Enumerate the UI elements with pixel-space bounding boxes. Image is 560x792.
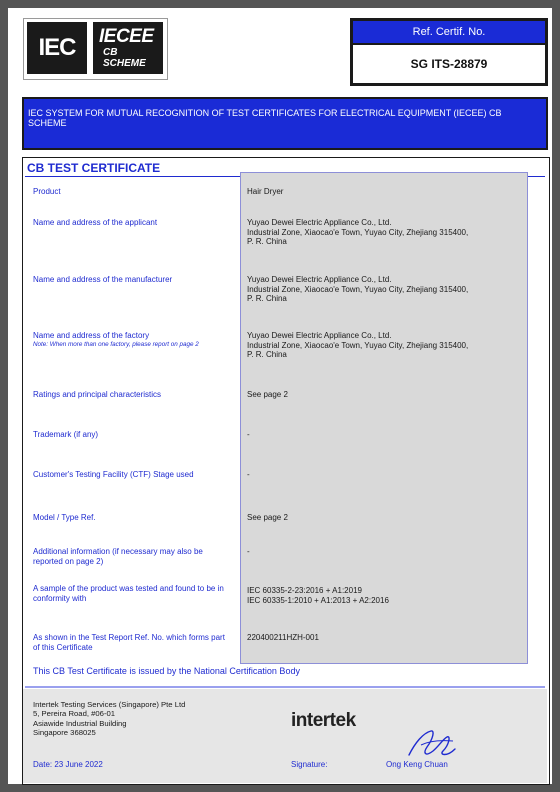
signature-image — [403, 725, 463, 761]
value-test-report-number: 220400211HZH-001 — [247, 633, 319, 642]
system-banner-text: IEC SYSTEM FOR MUTUAL RECOGNITION OF TEST CERTIFICATES FOR ELECTRICAL EQUIPMENT (IECEE) CB SCHEME — [28, 108, 502, 128]
signature-label: Signature: — [291, 760, 328, 769]
value-product: Hair Dryer — [247, 187, 284, 196]
logo-panel — [23, 18, 168, 80]
certificate-title: CB TEST CERTIFICATE — [27, 161, 161, 175]
ref-certificate-box — [350, 18, 548, 86]
label-applicant: Name and address of the applicant — [33, 218, 158, 227]
label-ctf-stage: Customer's Testing Facility (CTF) Stage used — [33, 470, 194, 479]
label-test-report: As shown in the Test Report Ref. No. which forms part of this Certificate — [33, 633, 225, 652]
intertek-logo: intertek — [291, 710, 356, 731]
label-ratings: Ratings and principal characteristics — [33, 390, 162, 399]
iec-logo — [27, 22, 87, 74]
signatory-name: Ong Keng Chuan — [386, 760, 448, 769]
value-conformity-standards: IEC 60335-2-23:2016 + A1:2019 IEC 60335-1:2010 + A1:2013 + A2:2016 — [247, 586, 389, 605]
iec-logo-text: IEC — [38, 34, 76, 61]
label-conformity: A sample of the product was tested and found to be in conformity with — [33, 584, 224, 603]
address-line: 5, Pereira Road, #06-01 — [33, 709, 116, 719]
value-applicant: Yuyao Dewei Electric Appliance Co., Ltd. Industrial Zone, Xiaocao'e Town, Yuyao City, Zhejiang 315400, P. R. China — [247, 218, 469, 246]
cb-logo-text: CB — [103, 47, 118, 58]
label-model: Model / Type Ref. — [33, 513, 96, 522]
value-manufacturer: Yuyao Dewei Electric Appliance Co., Ltd. Industrial Zone, Xiaocao'e Town, Yuyao City, Zhejiang 315400, P. R. China — [247, 275, 469, 303]
label-trademark: Trademark (if any) — [33, 430, 99, 439]
address-line: Intertek Testing Services (Singapore) Pte Ltd — [33, 700, 186, 709]
address-line: Asiawide Industrial Building — [33, 718, 127, 728]
issued-statement: This CB Test Certificate is issued by the National Certification Body — [33, 666, 300, 676]
value-trademark: - — [247, 430, 250, 439]
value-model: See page 2 — [247, 513, 288, 522]
label-factory — [33, 331, 233, 349]
scheme-logo-text: SCHEME — [103, 58, 146, 69]
iecee-logo-text: IECEE — [99, 26, 154, 47]
value-factory: Yuyao Dewei Electric Appliance Co., Ltd. Industrial Zone, Xiaocao'e Town, Yuyao City, Zhejiang 315400, P. R. China — [247, 331, 469, 359]
certificate-body — [22, 157, 550, 785]
footer — [23, 689, 547, 783]
certificate-page — [8, 8, 552, 784]
value-additional-info: - — [247, 547, 250, 556]
address-line: Singapore 368025 — [33, 727, 96, 737]
value-ctf-stage: - — [247, 470, 250, 479]
footer-divider — [25, 686, 545, 688]
iecee-cb-scheme-logo — [93, 22, 163, 74]
ref-certificate-number: SG ITS-28879 — [353, 45, 545, 83]
issue-date: Date: 23 June 2022 — [33, 760, 103, 769]
label-product: Product — [33, 187, 61, 196]
label-factory-text: Name and address of the factory — [33, 331, 150, 340]
label-additional-info: Additional information (if necessary may also be reported on page 2) — [33, 547, 203, 566]
value-ratings: See page 2 — [247, 390, 288, 399]
issuer-address — [33, 700, 185, 737]
system-banner — [22, 97, 548, 150]
label-factory-note: Note: When more than one factory, please report on page 2 — [33, 340, 199, 348]
ref-certificate-label: Ref. Certif. No. — [353, 21, 545, 43]
label-manufacturer: Name and address of the manufacturer — [33, 275, 173, 284]
